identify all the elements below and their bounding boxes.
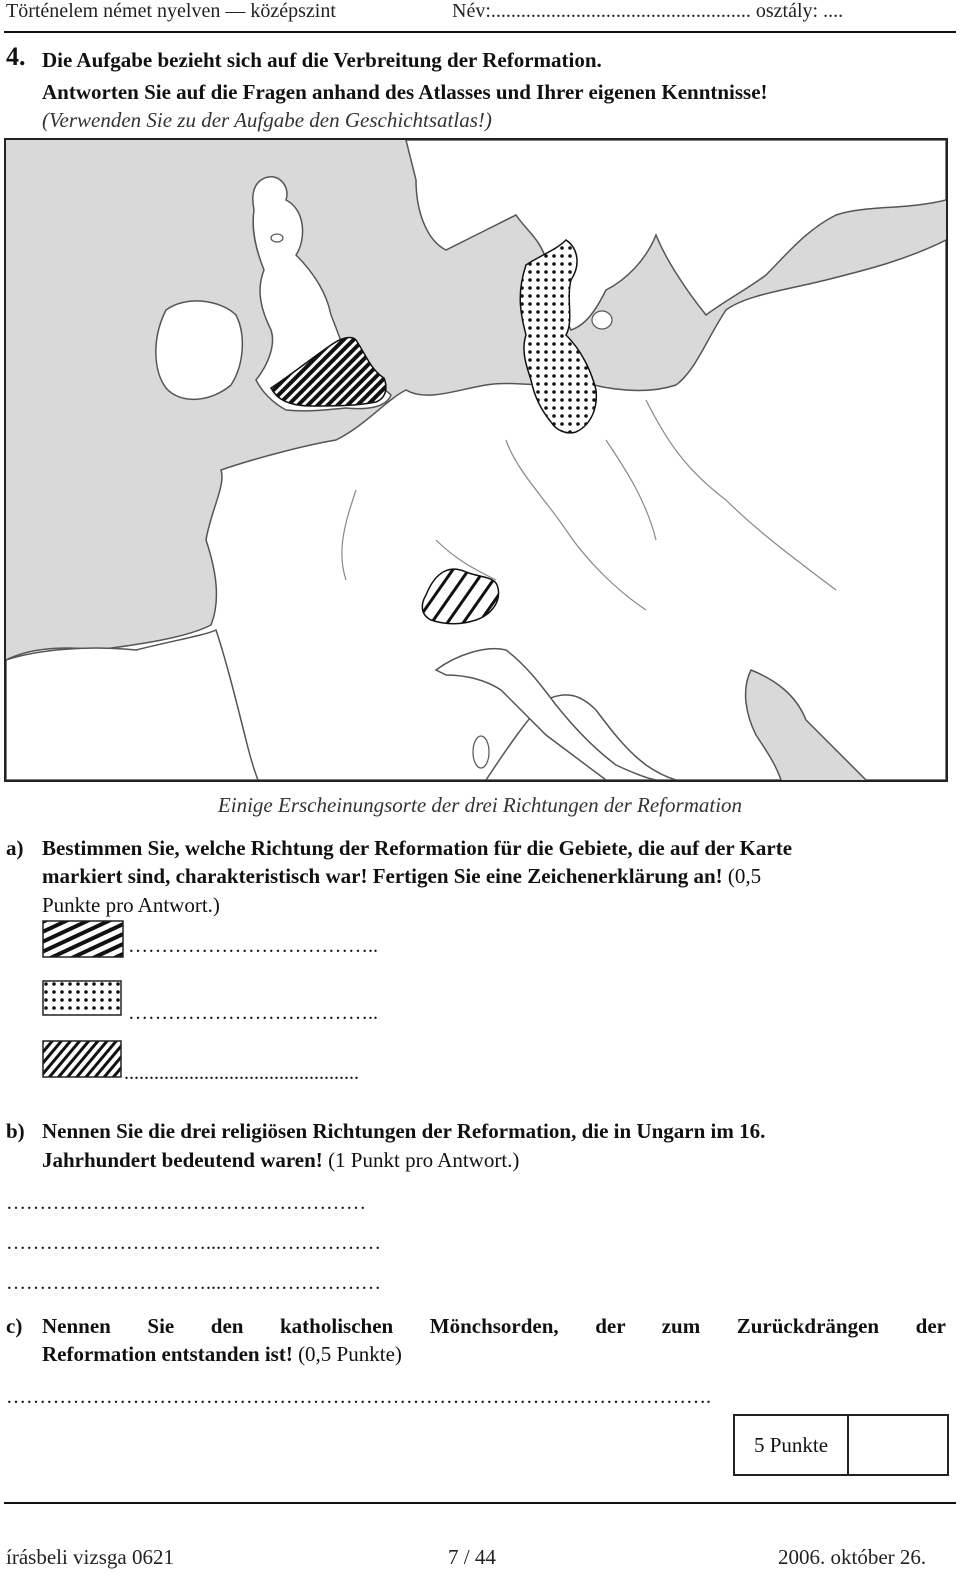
points-score-field[interactable]	[849, 1416, 947, 1474]
part-c-label: c)	[6, 1314, 23, 1338]
part-b-line-2	[42, 1148, 519, 1173]
part-b-instruction: Jahrhundert bedeutend waren!	[42, 1148, 323, 1172]
task-line-3: (Verwenden Sie zu der Aufgabe den Geschichtsatlas!)	[42, 108, 492, 132]
part-b-label: b)	[6, 1119, 25, 1143]
land-ireland	[156, 301, 242, 399]
footer-exam-code: írásbeli vizsga 0621	[6, 1545, 174, 1569]
part-c-line-1: Nennen Sie den katholischen Mönchsorden, der zum Zurückdrängen der	[42, 1314, 946, 1338]
header-name-class-field: Név:.................................................... osztály: ....	[452, 0, 844, 22]
island-small-north	[271, 234, 283, 242]
legend-answer-3[interactable]: ...............................................	[124, 1062, 359, 1084]
header-subject: Történelem német nyelven — középszint	[6, 0, 336, 22]
task-number: 4.	[6, 42, 26, 71]
points-label: 5 Punkte	[735, 1416, 849, 1474]
part-c-line-2	[42, 1342, 402, 1367]
map-caption: Einige Erscheinungsorte der drei Richtungen der Reformation	[217, 793, 743, 817]
legend-swatch-3	[42, 1040, 124, 1080]
part-b-points: (1 Punkt pro Antwort.)	[322, 1148, 520, 1172]
part-a-instruction: markiert sind, charakteristisch war! Fertigen Sie eine Zeichenerklärung an!	[42, 864, 723, 888]
legend-swatch-2	[42, 980, 124, 1018]
land-iberia	[6, 630, 258, 780]
task-line-2: Antworten Sie auf die Fragen anhand des Atlasses und Ihrer eigenen Kenntnisse!	[42, 80, 768, 104]
part-a-line-2	[42, 864, 761, 889]
part-b-answer-2[interactable]: …………………………...……………………	[6, 1232, 381, 1254]
part-a-label: a)	[6, 836, 24, 860]
header-divider	[4, 31, 956, 33]
footer-divider	[4, 1502, 956, 1504]
footer-page-number: 7 / 44	[448, 1545, 496, 1569]
points-box	[733, 1414, 949, 1476]
legend-answer-1[interactable]: ………………………………..	[128, 935, 378, 957]
part-b-line-1: Nennen Sie die drei religiösen Richtungen der Reformation, die in Ungarn im 16.	[42, 1119, 766, 1143]
part-c-instruction: Reformation entstanden ist!	[42, 1342, 293, 1366]
part-b-answer-3[interactable]: …………………………...……………………	[6, 1272, 381, 1294]
island-baltic	[592, 311, 612, 329]
part-a-line-1: Bestimmen Sie, welche Richtung der Reformation für die Gebiete, die auf der Karte	[42, 836, 793, 860]
footer-date: 2006. október 26.	[778, 1545, 927, 1569]
legend-swatch-1	[42, 920, 124, 960]
part-a-line-3: Punkte pro Antwort.)	[42, 893, 220, 917]
task-line-1: Die Aufgabe bezieht sich auf die Verbreitung der Reformation.	[42, 48, 602, 72]
page-header	[6, 0, 954, 26]
part-a-points-start: (0,5	[722, 864, 762, 888]
part-b-answer-1[interactable]: ………………………………………………	[6, 1192, 366, 1214]
part-c-answer[interactable]: …………………………………………………………………………………………….	[6, 1386, 711, 1408]
legend-answer-2[interactable]: ………………………………..	[128, 1002, 378, 1024]
europe-map	[4, 138, 948, 782]
part-c-points: (0,5 Punkte)	[292, 1342, 402, 1366]
island-corsica	[473, 736, 489, 768]
map-figure	[6, 140, 946, 780]
